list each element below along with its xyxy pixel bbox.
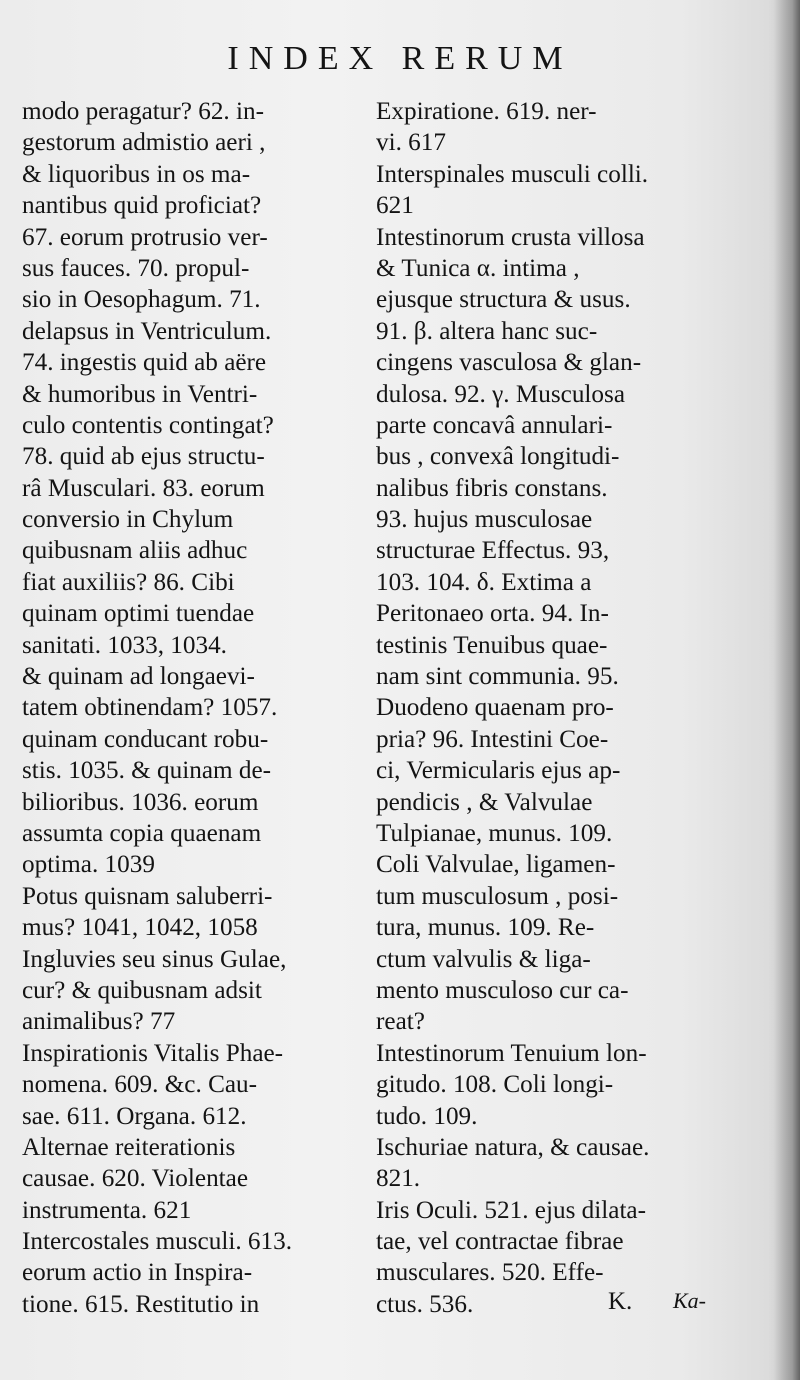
- index-line: causae. 620. Violentae: [22, 1165, 249, 1193]
- index-line: Peritonaeo orta. 94. In-: [376, 600, 609, 628]
- index-line: & liquoribus in os ma-: [22, 160, 251, 188]
- index-line: 91. β. altera hanc suc-: [376, 317, 598, 345]
- index-line: gestorum admistio aeri ,: [22, 129, 266, 157]
- index-line: 74. ingestis quid ab aëre: [22, 349, 267, 377]
- index-line: pendicis , & Valvulae: [376, 788, 593, 816]
- index-line: tatem obtinendam? 1057.: [22, 694, 278, 722]
- page-gutter-shadow: [774, 0, 800, 1380]
- index-line: 67. eorum protrusio ver-: [22, 223, 268, 251]
- index-line: ctus. 536.: [376, 1290, 474, 1318]
- index-line: tura, munus. 109. Re-: [376, 914, 595, 942]
- index-line: animalibus? 77: [22, 1008, 176, 1036]
- index-line: & quinam ad longaevi-: [22, 663, 255, 691]
- index-line: Intestinorum crusta villosa: [376, 223, 645, 251]
- index-line: ctum valvulis & liga-: [376, 945, 591, 973]
- index-line: quinam optimi tuendae: [22, 600, 255, 628]
- index-line: instrumenta. 621: [22, 1196, 192, 1224]
- index-line: 821.: [376, 1165, 421, 1193]
- catchword: Ka-: [673, 1288, 706, 1313]
- index-line: tae, vel contractae fibrae: [376, 1228, 624, 1256]
- index-line: Intercostales musculi. 613.: [22, 1228, 293, 1256]
- index-line: Intestinorum Tenuium lon-: [376, 1039, 647, 1067]
- index-line: cingens vasculosa & glan-: [376, 349, 642, 377]
- index-line: & humoribus in Ventri-: [22, 380, 258, 408]
- index-line: Alternae reiterationis: [22, 1133, 236, 1161]
- index-line: Coli Valvulae, ligamen-: [376, 851, 616, 879]
- index-line: quinam conducant robu-: [22, 725, 269, 753]
- index-line: Iris Oculi. 521. ejus dilata-: [376, 1196, 647, 1224]
- index-line: sio in Oesophagum. 71.: [22, 286, 261, 314]
- index-line: Duodeno quaenam pro-: [376, 694, 614, 722]
- index-line: sus fauces. 70. propul-: [22, 254, 250, 282]
- index-line: testinis Tenuibus quae-: [376, 631, 608, 659]
- index-line: sae. 611. Organa. 612.: [22, 1102, 247, 1130]
- index-line: tudo. 109.: [376, 1102, 478, 1130]
- index-line: cur? & quibusnam adsit: [22, 976, 262, 1004]
- index-line: & Tunica α. intima ,: [376, 254, 580, 282]
- index-line: gitudo. 108. Coli longi-: [376, 1071, 614, 1099]
- index-line: sanitati. 1033, 1034.: [22, 631, 227, 659]
- index-line: nalibus fibris constans.: [376, 474, 608, 502]
- index-line: 103. 104. δ. Extima a: [376, 568, 592, 596]
- index-line: eorum actio in Inspira-: [22, 1259, 253, 1287]
- index-line: nam sint communia. 95.: [376, 663, 619, 691]
- index-column-right: [376, 96, 714, 1320]
- index-line: assumta copia quaenam: [22, 819, 262, 847]
- signature-mark: K.: [608, 1288, 633, 1315]
- index-line: mus? 1041, 1042, 1058: [22, 914, 258, 942]
- index-line: 621: [376, 192, 414, 220]
- index-line: Inspirationis Vitalis Phae-: [22, 1039, 284, 1067]
- index-line: reat?: [376, 1008, 425, 1036]
- index-line: dulosa. 92. γ. Musculosa: [376, 380, 625, 408]
- index-line: Tulpianae, munus. 109.: [376, 819, 613, 847]
- index-line: nantibus quid proficiat?: [22, 192, 262, 220]
- index-line: Ischuriae natura, & causae.: [376, 1133, 650, 1161]
- index-line: stis. 1035. & quinam de-: [22, 757, 272, 785]
- index-line: fiat auxiliis? 86. Cibi: [22, 568, 235, 596]
- running-header: INDEX RERUM: [227, 40, 573, 77]
- index-line: musculares. 520. Effe-: [376, 1259, 604, 1287]
- index-line: conversio in Chylum: [22, 506, 234, 534]
- index-line: structurae Effectus. 93,: [376, 537, 610, 565]
- index-line: râ Musculari. 83. eorum: [22, 474, 265, 502]
- index-line: optima. 1039: [22, 851, 155, 879]
- index-line: bus , convexâ longitudi-: [376, 443, 620, 471]
- index-line: quibusnam aliis adhuc: [22, 537, 248, 565]
- index-line: tum musculosum , posi-: [376, 882, 619, 910]
- index-line: culo contentis contingat?: [22, 411, 274, 439]
- index-line: 78. quid ab ejus structu-: [22, 443, 265, 471]
- index-line: nomena. 609. &c. Cau-: [22, 1071, 258, 1099]
- index-line: Interspinales musculi colli.: [376, 160, 649, 188]
- index-line: parte concavâ annulari-: [376, 411, 613, 439]
- index-line: 93. hujus musculosae: [376, 506, 593, 534]
- index-line: delapsus in Ventriculum.: [22, 317, 272, 345]
- index-line: tione. 615. Restitutio in: [22, 1290, 260, 1318]
- index-line: vi. 617: [376, 129, 446, 157]
- index-line: bilioribus. 1036. eorum: [22, 788, 259, 816]
- index-line: pria? 96. Intestini Coe-: [376, 725, 609, 753]
- index-line: Ingluvies seu sinus Gulae,: [22, 945, 287, 973]
- index-line: ci, Vermicularis ejus ap-: [376, 757, 621, 785]
- index-line: modo peragatur? 62. in-: [22, 98, 264, 125]
- index-line: mento musculoso cur ca-: [376, 976, 629, 1004]
- index-column-left: [22, 96, 370, 1320]
- index-line: Potus quisnam saluberri-: [22, 882, 273, 910]
- index-line: Expiratione. 619. ner-: [376, 98, 597, 125]
- index-line: ejusque structura & usus.: [376, 286, 631, 314]
